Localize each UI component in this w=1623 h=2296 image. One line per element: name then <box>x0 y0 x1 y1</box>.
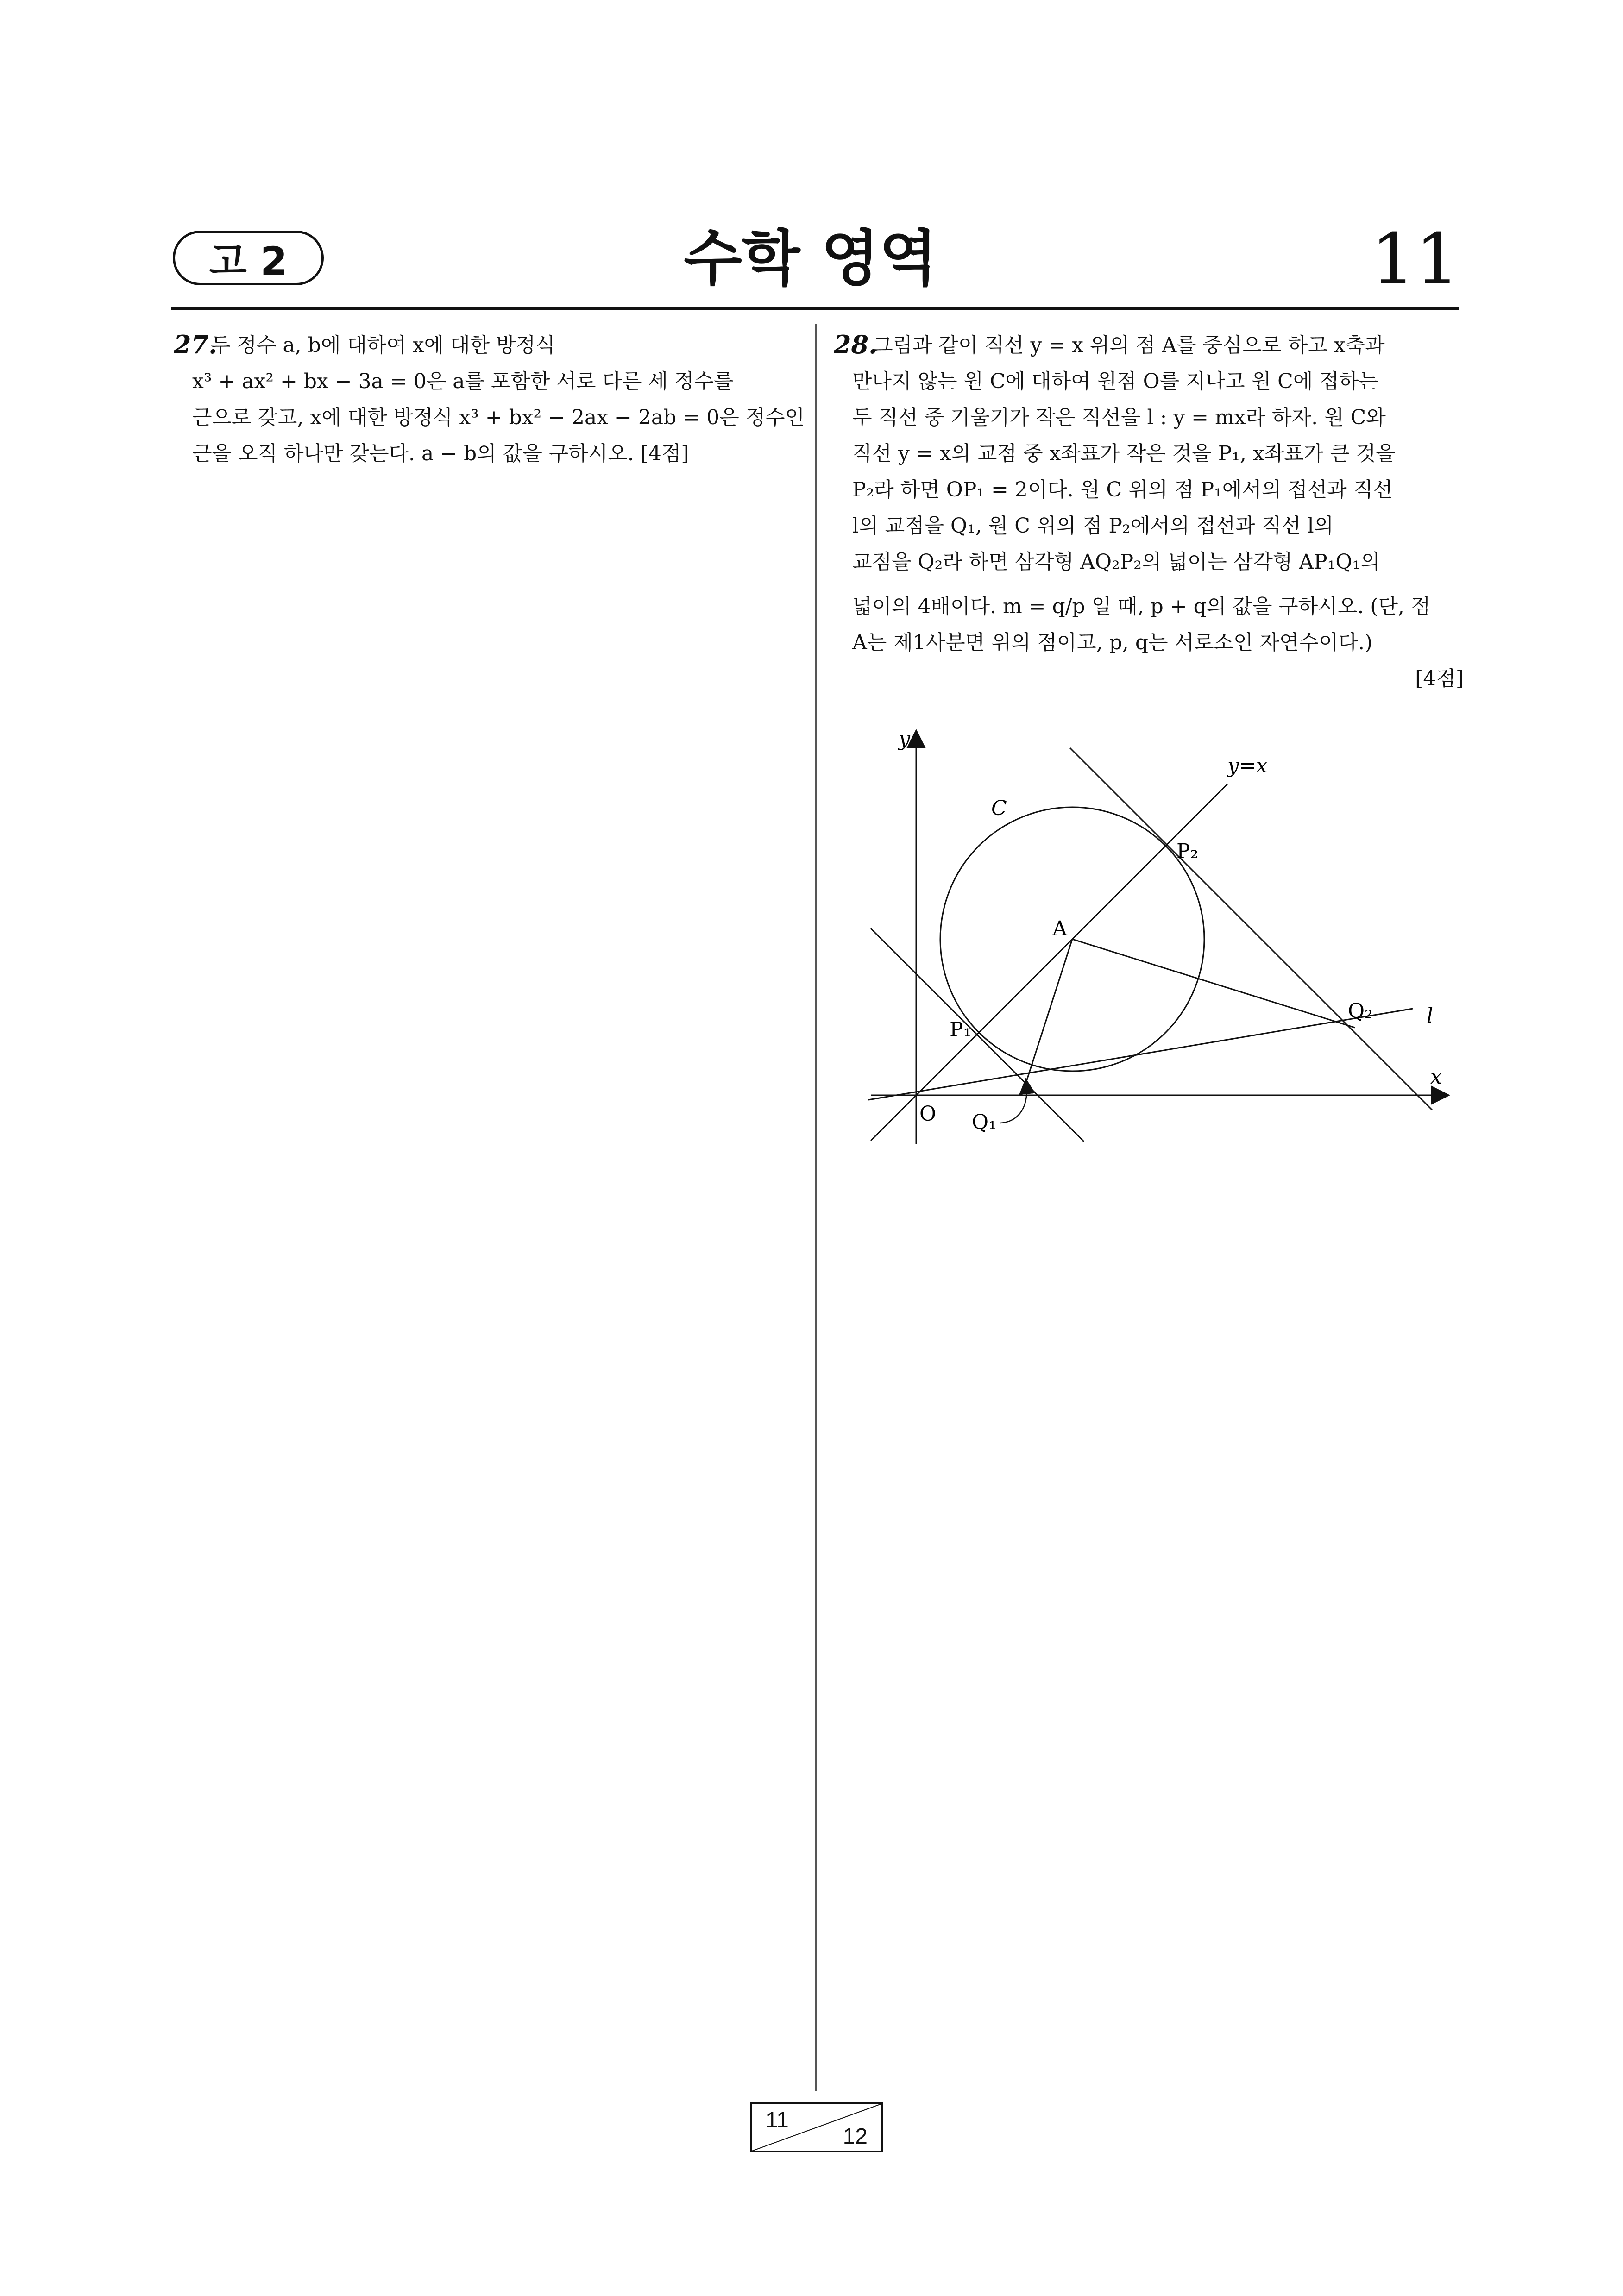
header-rule <box>171 307 1459 310</box>
segment-a-q2 <box>1072 939 1355 1028</box>
question-text-line: 두 직선 중 기울기가 작은 직선을 l : y = mx라 하자. 원 C와 <box>852 406 1386 429</box>
circle-label: C <box>991 797 1007 820</box>
question-28 <box>834 326 1464 706</box>
question-text-line: 근을 오직 하나만 갖는다. a − b의 값을 구하시오. [4점] <box>192 442 689 465</box>
right-page-number: 12 <box>843 2124 868 2149</box>
line-y-equals-x <box>871 784 1227 1141</box>
question-text-line: x³ + ax² + bx − 3a = 0은 a를 포함한 서로 다른 세 정수를 <box>192 370 734 393</box>
grade-badge: 고 2 <box>173 231 324 285</box>
question-text-line: A는 제1사분면 위의 점이고, p, q는 서로소인 자연수이다.) <box>852 631 1373 654</box>
question-text-line: 교점을 Q₂라 하면 삼각형 AQ₂P₂의 넓이는 삼각형 AP₁Q₁의 <box>852 550 1380 574</box>
q1-label: Q₁ <box>972 1110 997 1134</box>
column-divider <box>815 324 817 2091</box>
question-points: [4점] <box>1415 667 1464 690</box>
line-yx-label: y=x <box>1227 754 1268 778</box>
segment-a-q1 <box>1027 939 1072 1080</box>
q2-label: Q₂ <box>1348 999 1373 1023</box>
origin-label: O <box>919 1102 937 1126</box>
question-text-line: P₂라 하면 OP₁ = 2이다. 원 C 위의 점 P₁에서의 접선과 직선 <box>852 478 1393 502</box>
subject-title: 수학 영역 <box>684 223 937 294</box>
geometry-figure <box>862 727 1464 1153</box>
question-text-line: l의 교점을 Q₁, 원 C 위의 점 P₂에서의 접선과 직선 l의 <box>852 514 1334 538</box>
q1-pointer <box>1000 1086 1027 1123</box>
p1-label: P₁ <box>950 1018 972 1041</box>
question-text-line: 두 정수 a, b에 대하여 x에 대한 방정식 <box>211 333 555 357</box>
question-text-line: 넓이의 4배이다. m = q/p 일 때, p + q의 값을 구하시오. (단, 점 <box>852 595 1431 618</box>
question-number: 28. <box>834 330 877 359</box>
question-number: 27. <box>174 330 217 359</box>
question-text-line: 근으로 갖고, x에 대한 방정식 x³ + bx² − 2ax − 2ab = 0은 정수인 <box>192 406 805 429</box>
page-indicator <box>750 2102 883 2152</box>
question-text-line: 만나지 않는 원 C에 대하여 원점 O를 지나고 원 C에 접하는 <box>852 370 1378 393</box>
center-label: A <box>1052 917 1067 941</box>
tangent-at-p2 <box>1070 748 1432 1110</box>
p2-label: P₂ <box>1176 840 1199 863</box>
question-27 <box>174 326 805 484</box>
line-l-label: l <box>1427 1004 1434 1028</box>
y-axis-label: y <box>899 727 910 751</box>
left-page-number: 11 <box>766 2108 789 2133</box>
question-text-line: 그림과 같이 직선 y = x 위의 점 A를 중심으로 하고 x축과 <box>873 333 1385 357</box>
figure-svg <box>862 727 1464 1153</box>
question-text-line: 직선 y = x의 교점 중 x좌표가 작은 것을 P₁, x좌표가 큰 것을 <box>852 442 1396 465</box>
x-axis-label: x <box>1430 1065 1442 1089</box>
page-number: 11 <box>1371 219 1459 300</box>
